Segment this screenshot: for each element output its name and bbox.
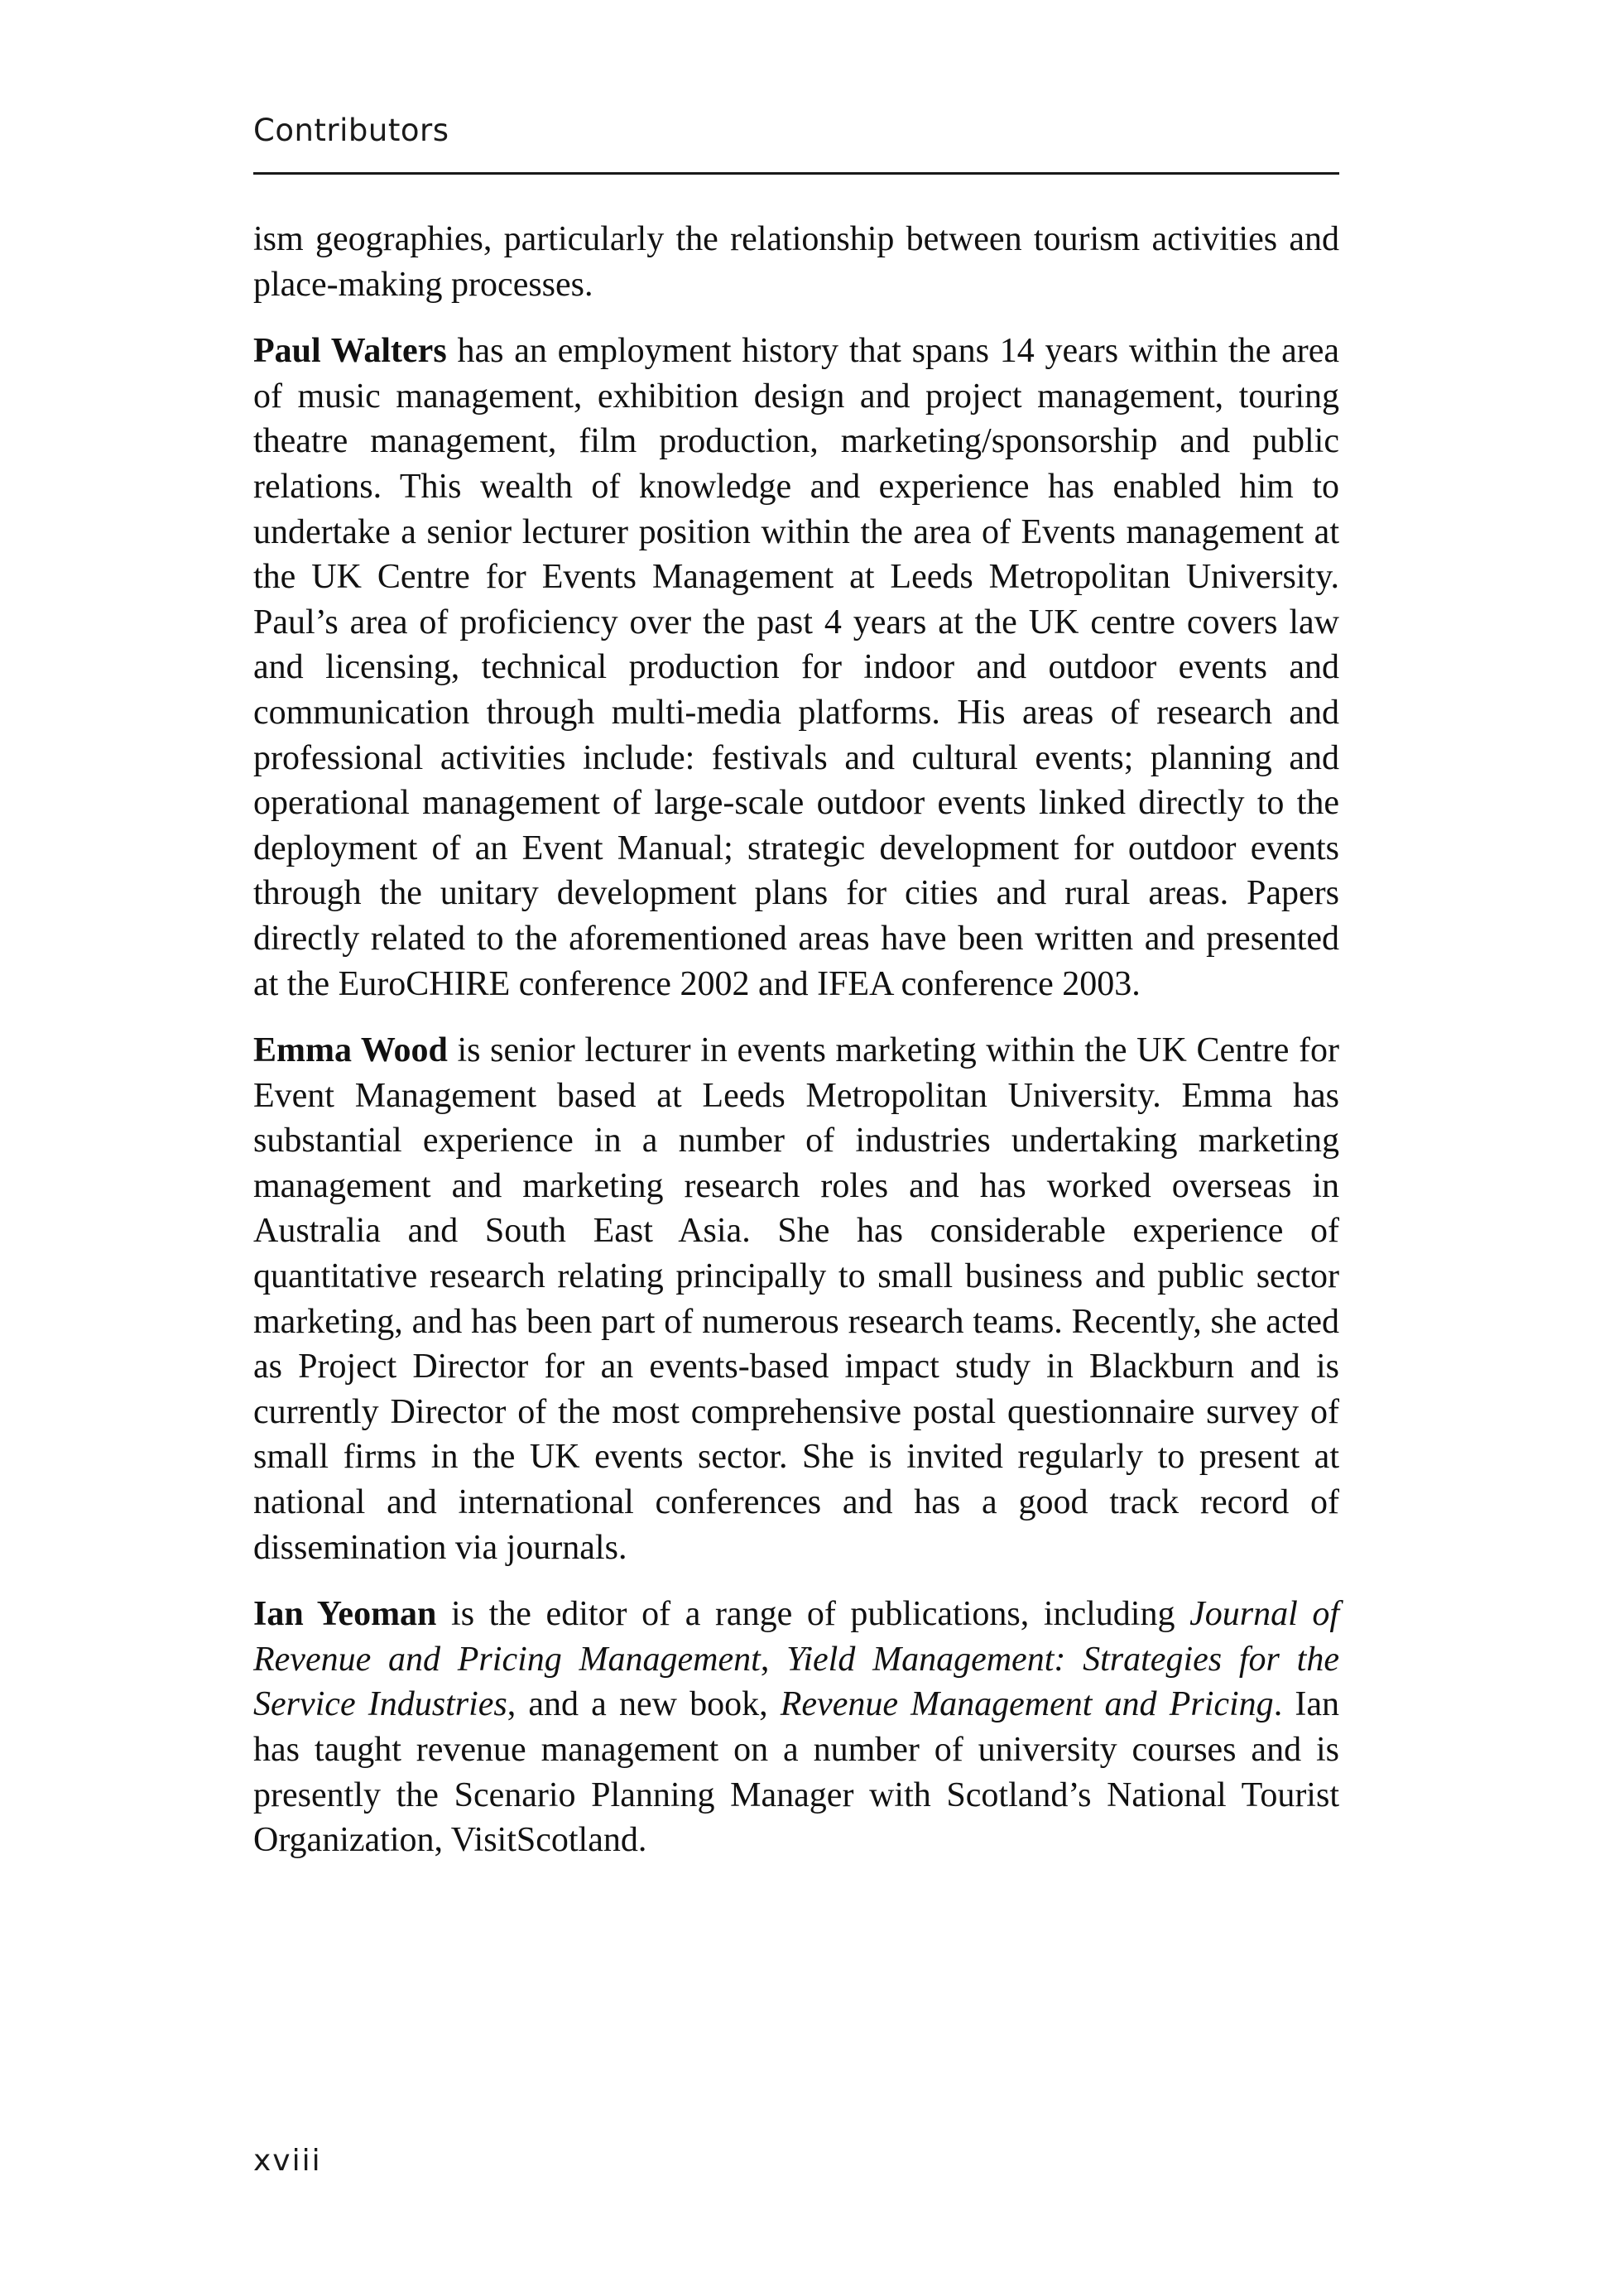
- separator: ,: [760, 1640, 787, 1679]
- contributor-bio: . Ian has taught revenue management on a number of university courses and is presently the Scenario Planning Manager with Scotland’s National Tourist Organization, VisitScotland.: [253, 1685, 1339, 1860]
- publication-title: Journal of Revenue and Pricing Management: [253, 1595, 1340, 1679]
- contributor-name: Paul Walters: [253, 332, 447, 371]
- contributor-entry-paul-walters: [253, 329, 1339, 1007]
- contributors-text: [253, 217, 1339, 1885]
- contributor-bio: is the editor of a range of publications, including: [436, 1595, 1190, 1634]
- continuation-text: ism geographies, particularly the relationship between tourism activities and place-making processes.: [253, 220, 1339, 304]
- continuation-paragraph: [253, 217, 1339, 307]
- page-number: xviii: [253, 2144, 322, 2178]
- contributor-entry-ian-yeoman: [253, 1592, 1339, 1863]
- publication-title: Yield Management: Strategies for the Service Industries: [253, 1640, 1339, 1724]
- contributor-bio: is senior lecturer in events marketing within the UK Centre for Event Management based at Leeds Metropolitan University. Emma has substantial experience in a number of industries undertaking marketing management and marketing research roles and has worked overseas in Australia and South East Asia. She has considerable experience of quantitative research relating principally to small business and public sector marketing, and has been part of numerous research teams. Recently, she acted as Project Director for an events-based impact study in Blackburn and is currently Director of the most comprehensive postal questionnaire survey of small firms in the UK events sector. She is invited regularly to present at national and international conferences and has a good track record of dissemination via journals.: [253, 1031, 1339, 1567]
- publication-title: Revenue Management and Pricing: [780, 1685, 1274, 1724]
- running-head: Contributors: [253, 113, 449, 148]
- contributor-bio: has an employment history that spans 14 years within the area of music management, exhibition design and project management, touring theatre management, film production, marketing/sponsorship and public relations. This wealth of knowledge and experience has enabled him to undertake a senior lecturer position within the area of Events management at the UK Centre for Events Management at Leeds Metropolitan University. Paul’s area of proficiency over the past 4 years at the UK centre covers law and licensing, technical production for indoor and outdoor events and communication through multi-media platforms. His areas of research and professional activities include: festivals and cultural events; planning and operational management of large-scale outdoor events linked directly to the deployment of an Event Manual; strategic development for outdoor events through the unitary development plans for cities and rural areas. Papers directly related to the aforementioned areas have been written and presented at the EuroCHIRE conference 2002 and IFEA conference 2003.: [253, 332, 1339, 1003]
- contributor-entry-emma-wood: [253, 1028, 1339, 1570]
- contributor-name: Ian Yeoman: [253, 1595, 437, 1634]
- header-rule: [253, 172, 1339, 175]
- contributor-bio: , and a new book,: [507, 1685, 781, 1724]
- contributor-name: Emma Wood: [253, 1031, 448, 1070]
